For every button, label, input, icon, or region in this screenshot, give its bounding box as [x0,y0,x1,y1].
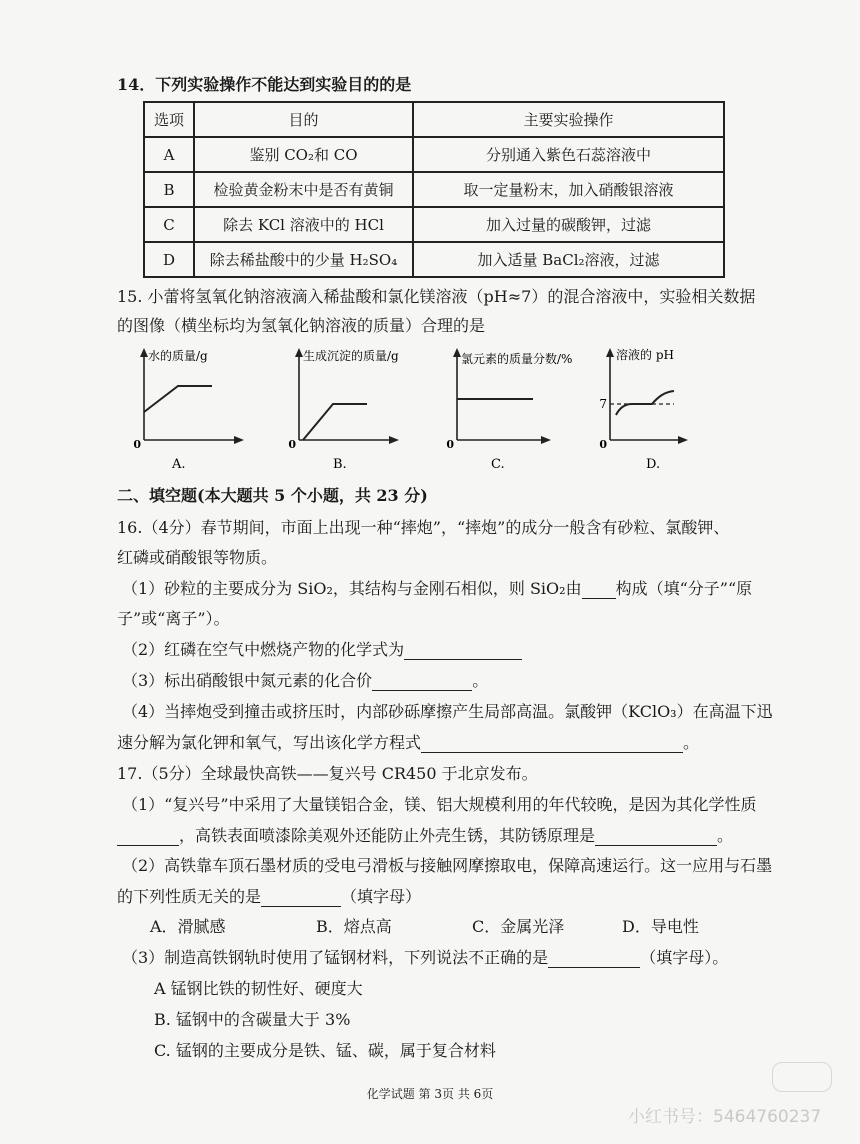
q16-part3-end: 。 [472,671,489,690]
q17-part2-hint: （填字母） [341,887,422,906]
row-option: A [144,137,194,172]
q17-part3 [122,948,728,968]
q15-chart-b [283,345,423,479]
q17-part3-text: （3）制造高铁钢轨时使用了锰钢材料，下列说法不正确的是 [122,948,549,967]
table-row [144,172,724,207]
row-operation: 分别通入紫色石蕊溶液中 [413,137,724,172]
q14-table [143,101,725,278]
row-goal: 除去稀盐酸中的少量 H₂SO₄ [194,242,413,277]
q16-stem: 16.（4分）春节期间，市面上出现一种“摔炮”，“摔炮”的成分一般含有砂粒、氯酸钾、 [117,518,730,537]
q16-part2-text: （2）红磷在空气中燃烧产物的化学式为 [122,640,405,659]
chart-a-origin: 0 [133,438,141,451]
table-row [144,137,724,172]
option-d[interactable]: D．导电性 [622,917,699,936]
col-header-operation: 主要实验操作 [413,102,724,137]
row-option: C [144,207,194,242]
chart-a-ylabel: 水的质量/g [148,349,208,363]
col-header-option: 选项 [144,102,194,137]
chart-d-ylabel: 溶液的 pH [616,348,674,362]
q17-part1: （1）“复兴号”中采用了大量镁铝合金，镁、铝大规模利用的年代较晚，是因为其化学性质 [122,795,757,814]
q16-part4-end: 。 [683,733,700,752]
q15-stem-line2: 的图像（横坐标均为氢氧化钠溶液的质量）合理的是 [117,316,486,335]
q15-chart-c [443,345,593,479]
q16-part1-cont: 子”或“离子”）。 [117,609,230,628]
q16-part1-text: （1）砂粒的主要成分为 SiO₂，其结构与金刚石相似，则 SiO₂由 [122,579,582,598]
q17-part2-options [150,917,699,937]
row-option: B [144,172,194,207]
q17-option-b[interactable]: B. 锰钢中的含碳量大于 3% [154,1010,351,1029]
chart-d-option: D. [646,457,661,472]
q15-stem-line1: 15. 小蕾将氢氧化钠溶液滴入稀盐酸和氯化镁溶液（pH≈7）的混合溶液中，实验相关数据 [117,287,756,306]
q17-part2: （2）高铁靠车顶石墨材质的受电弓滑板与接触网摩擦取电，保障高速运行。这一应用与石墨 [122,856,773,875]
row-operation: 加入适量 BaCl₂溶液，过滤 [413,242,724,277]
q16-part2 [122,640,522,660]
chart-c-ylabel: 氯元素的质量分数/% [461,352,573,366]
chart-d-tick: 7 [599,397,607,411]
chart-d-origin: 0 [599,438,607,451]
answer-blank[interactable] [372,674,472,691]
col-header-goal: 目的 [194,102,413,137]
chart-a-option: A. [172,457,186,472]
row-goal: 除去 KCl 溶液中的 HCl [194,207,413,242]
table-row [144,242,724,277]
q16-part4-text: 速分解为氯化钾和氧气，写出该化学方程式 [117,733,422,752]
page-footer: 化学试题 第 3页 共 6页 [366,1087,494,1101]
q17-part3-hint: （填字母）。 [640,948,729,967]
answer-blank[interactable] [548,951,640,968]
chart-b-option: B. [333,457,347,472]
option-a[interactable]: A．滑腻感 [150,917,226,936]
chart-b-origin: 0 [288,438,296,451]
q17-part1-cont [117,826,733,846]
q16-stem-2: 红磷或硝酸银等物质。 [117,548,278,567]
q16-part4-cont [117,733,699,753]
answer-blank[interactable] [261,890,341,907]
q17-part1-end: 。 [717,826,734,845]
answer-blank[interactable] [582,582,616,599]
q17-part2-text: 的下列性质无关的是 [117,887,262,906]
row-operation: 取一定量粉末，加入硝酸银溶液 [413,172,724,207]
answer-blank[interactable] [595,829,717,846]
chart-c-origin: 0 [446,438,454,451]
q16-part3-text: （3）标出硝酸银中氮元素的化合价 [122,671,373,690]
row-operation: 加入过量的碳酸钾，过滤 [413,207,724,242]
q16-part1 [122,579,752,599]
q16-part1-text-b: 构成（填“分子”“原 [615,579,753,598]
row-option: D [144,242,194,277]
watermark-text: 小红书号：5464760237 [628,1107,822,1127]
q14-title: 14．下列实验操作不能达到实验目的的是 [117,75,412,94]
q17-part1-text: ，高铁表面喷漆除美观外还能防止外壳生锈，其防锈原理是 [179,826,596,845]
q16-part3 [122,671,488,691]
section-heading: 二、填空题(本大题共 5 个小题，共 23 分) [117,486,428,505]
q17-option-a[interactable]: A 锰钢比铁的韧性好、硬度大 [154,979,363,998]
option-b[interactable]: B．熔点高 [316,917,392,936]
table-header-row [144,102,724,137]
row-goal: 检验黄金粉末中是否有黄铜 [194,172,413,207]
table-row [144,207,724,242]
chart-b-ylabel: 生成沉淀的质量/g [303,349,399,363]
q15-chart-a [128,345,248,479]
answer-blank[interactable] [421,736,683,753]
option-c[interactable]: C．金属光泽 [472,917,565,936]
row-goal: 鉴别 CO₂和 CO [194,137,413,172]
watermark-logo-icon [772,1062,832,1092]
q16-part4: （4）当摔炮受到撞击或挤压时，内部砂砾摩擦产生局部高温。氯酸钾（KClO₃）在高温下迅 [122,702,773,721]
chart-c-option: C. [491,457,505,472]
q17-option-c[interactable]: C. 锰钢的主要成分是铁、锰、碳，属于复合材料 [154,1041,496,1060]
q17-stem: 17.（5分）全球最快高铁——复兴号 CR450 于北京发布。 [117,764,538,783]
answer-blank[interactable] [404,643,522,660]
answer-blank[interactable] [117,829,179,846]
q17-part2-cont [117,887,421,907]
q15-chart-d [596,345,706,479]
